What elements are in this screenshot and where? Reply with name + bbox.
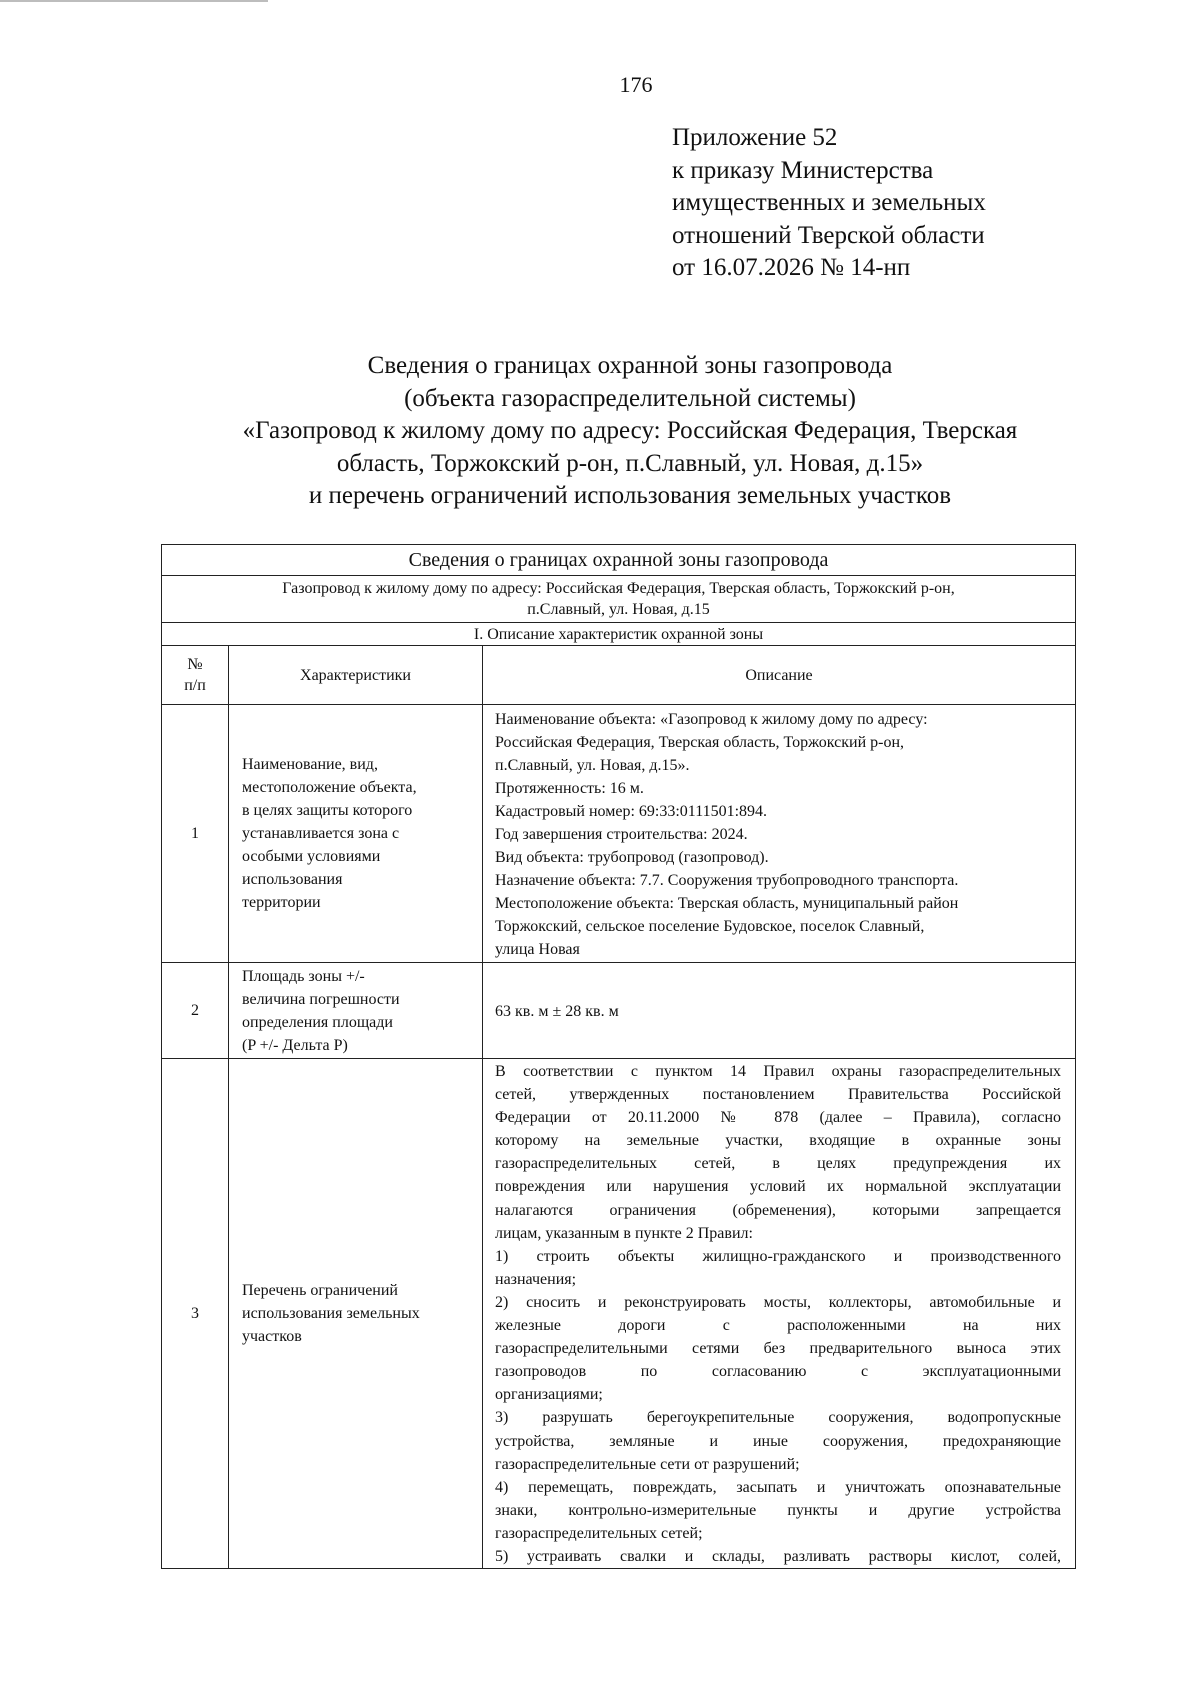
subtitle-line: п.Славный, ул. Новая, д.15: [527, 601, 710, 618]
characteristic-line: определения площади: [242, 1013, 393, 1031]
description-line: 5) устраивать свалки и склады, разливать растворы кислот, солей,: [495, 1547, 1062, 1565]
appendix-line: к приказу Министерства: [672, 156, 934, 184]
table-title: Сведения о границах охранной зоны газопровода: [162, 545, 1076, 576]
characteristic-line: местоположение объекта,: [242, 779, 417, 796]
characteristic-line: использования земельных: [242, 1305, 420, 1323]
title-line: область, Торжокский р-он, п.Славный, ул. Новая, д.15»: [336, 449, 924, 477]
row-number: 2: [162, 963, 229, 1059]
appendix-reference: [672, 122, 986, 285]
subtitle-line: Газопровод к жилому дому по адресу: Российская Федерация, Тверская область, Торжокский р-он,: [282, 580, 955, 597]
description-line: 2) сносить и реконструировать мосты, коллекторы, автомобильные и: [495, 1293, 1062, 1311]
row-characteristic: [229, 1059, 483, 1569]
row-description: [483, 963, 1076, 1059]
characteristic-line: устанавливается зона с: [242, 825, 400, 842]
title-line: (объекта газораспределительной системы): [404, 384, 856, 412]
appendix-line: Приложение 52: [672, 124, 838, 151]
characteristic-line: территории: [242, 894, 321, 911]
description-line: 63 кв. м ± 28 кв. м: [495, 1002, 619, 1020]
row-description: [483, 705, 1076, 963]
table-subtitle-row: [162, 576, 1076, 623]
description-line: Федерации от 20.11.2000 № 878 (далее – Правила), согласно: [495, 1109, 1062, 1127]
description-line: Год завершения строительства: 2024.: [495, 825, 748, 843]
table-title-row: [162, 545, 1076, 576]
description-line: повреждения или нарушения условий их нормальной эксплуатации: [495, 1178, 1062, 1196]
description-line: газораспределительных сетей, в целях предупреждения их: [495, 1155, 1062, 1173]
title-line: «Газопровод к жилому дому по адресу: Российская Федерация, Тверская: [242, 417, 1018, 444]
table-subtitle: [162, 576, 1076, 623]
description-line: 4) перемещать, повреждать, засыпать и уничтожать опознавательные: [495, 1478, 1062, 1496]
header-characteristics: Характеристики: [229, 646, 483, 705]
description-line: организациями;: [495, 1386, 603, 1404]
row-characteristic: [229, 963, 483, 1059]
table-header-row: [162, 646, 1076, 705]
row-number: 1: [162, 705, 229, 963]
description-line: газораспределительных сетей;: [495, 1524, 703, 1542]
description-line: лицам, указанным в пункте 2 Правил:: [495, 1224, 753, 1242]
title-line: и перечень ограничений использования земельных участков: [308, 482, 952, 509]
header-description: Описание: [483, 646, 1076, 705]
description-line: Вид объекта: трубопровод (газопровод).: [495, 848, 769, 866]
header-number: [162, 646, 229, 705]
scan-edge-line: [0, 0, 268, 2]
description-line: п.Славный, ул. Новая, д.15».: [495, 756, 690, 774]
characteristic-line: Перечень ограничений: [242, 1282, 398, 1300]
description-line: Кадастровый номер: 69:33:0111501:894.: [495, 802, 768, 820]
appendix-line: имущественных и земельных: [672, 189, 986, 216]
characteristic-line: участков: [242, 1328, 302, 1346]
characteristic-line: использования: [242, 871, 343, 888]
row-description: [483, 1059, 1076, 1569]
description-line: сетей, утвержденных постановлением Правительства Российской: [495, 1086, 1062, 1104]
protection-zone-table: [161, 544, 1076, 1569]
header-number-line: №: [187, 656, 203, 673]
page-number: 176: [619, 72, 653, 97]
description-line: Наименование объекта: «Газопровод к жилому дому по адресу:: [495, 710, 928, 728]
description-line: которому на земельные участки, входящие в охранные зоны: [495, 1132, 1062, 1150]
table-row: [162, 705, 1076, 963]
characteristic-line: в целях защиты которого: [242, 802, 413, 819]
description-line: Назначение объекта: 7.7. Сооружения трубопроводного транспорта.: [495, 871, 959, 889]
appendix-line: отношений Тверской области: [672, 221, 985, 249]
document-title: [130, 350, 1130, 513]
characteristic-line: величина погрешности: [242, 990, 400, 1008]
description-line: налагаются ограничения (обременения), которыми запрещается: [495, 1201, 1062, 1219]
description-line: железные дороги с расположенными на них: [495, 1317, 1062, 1335]
section-title: I. Описание характеристик охранной зоны: [162, 623, 1076, 646]
characteristic-line: особыми условиями: [242, 848, 381, 865]
table-row: [162, 963, 1076, 1059]
characteristic-line: (P +/- Дельта P): [242, 1036, 348, 1054]
description-line: 3) разрушать берегоукрепительные сооружения, водопропускные: [495, 1409, 1062, 1427]
description-line: Торжокский, сельское поселение Будовское, поселок Славный,: [495, 917, 925, 935]
description-line: устройства, земляные и иные сооружения, предохраняющие: [495, 1432, 1062, 1450]
section-title-row: [162, 623, 1076, 646]
description-line: улица Новая: [495, 940, 580, 958]
table-row: [162, 1059, 1076, 1569]
description-line: газопроводов по согласованию с эксплуатационными: [495, 1363, 1062, 1381]
row-number: 3: [162, 1059, 229, 1569]
description-line: назначения;: [495, 1270, 577, 1288]
characteristic-line: Наименование, вид,: [242, 756, 378, 773]
title-line: Сведения о границах охранной зоны газопровода: [367, 352, 893, 379]
appendix-line: от 16.07.2026 № 14-нп: [672, 254, 911, 281]
description-line: Местоположение объекта: Тверская область, муниципальный район: [495, 894, 959, 912]
description-line: знаки, контрольно-измерительные пункты и другие устройства: [495, 1501, 1062, 1519]
description-line: 1) строить объекты жилищно-гражданского и производственного: [495, 1247, 1062, 1265]
description-line: Российская Федерация, Тверская область, Торжокский р-он,: [495, 733, 905, 751]
description-line: газораспределительными сетями без предварительного выноса этих: [495, 1340, 1062, 1358]
description-line: Протяженность: 16 м.: [495, 779, 644, 797]
description-line: В соответствии с пунктом 14 Правил охраны газораспределительных: [495, 1063, 1062, 1080]
characteristic-line: Площадь зоны +/-: [242, 967, 365, 985]
header-number-line: п/п: [184, 677, 206, 694]
row-characteristic: [229, 705, 483, 963]
description-line: газораспределительные сети от разрушений;: [495, 1455, 800, 1473]
